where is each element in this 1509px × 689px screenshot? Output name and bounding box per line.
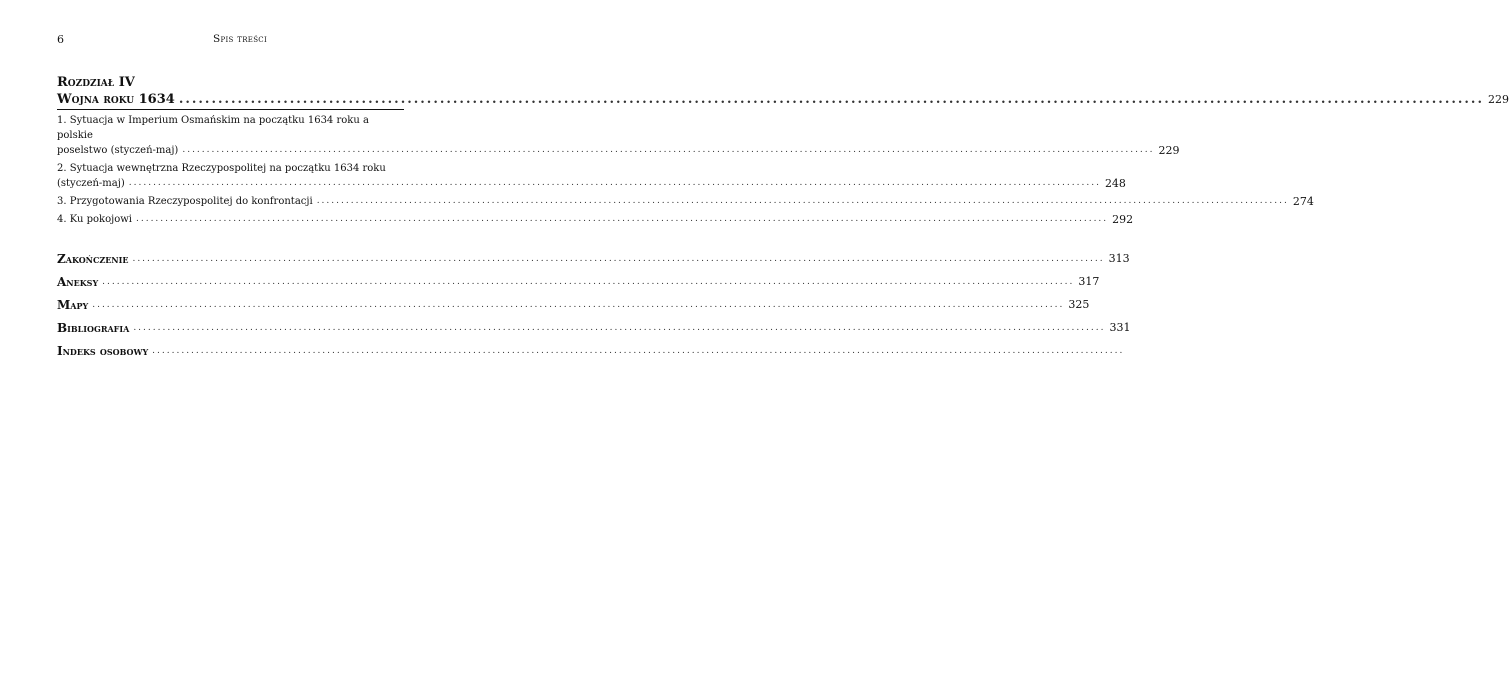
chapter-title: Wojna roku 1634 xyxy=(57,92,175,107)
leader-dots: ........................................................................................................................................................................................................ xyxy=(316,196,1289,206)
page-number: 6 xyxy=(57,33,64,46)
toc-entry-zakonczenie xyxy=(57,251,1130,267)
leader-dots: ........................................................................................................................................................................................................ xyxy=(102,277,1075,287)
toc-section-4 xyxy=(57,212,1134,227)
page-ref: 229 xyxy=(1488,93,1509,106)
page-ref: 317 xyxy=(1078,275,1100,288)
entry-title: Zakończenie xyxy=(57,252,129,266)
page-ref: 229 xyxy=(1158,144,1180,157)
section-title: 3. Przygotowania Rzeczypospolitej do konfrontacji xyxy=(57,196,313,207)
table-of-contents xyxy=(57,74,1509,359)
leader-dots: ........................................................................................................................................................................................................ xyxy=(178,92,1484,107)
leader-dots: ........................................................................................................................................................................................................ xyxy=(182,145,1155,155)
section-title-line2: poselstwo (styczeń-maj) xyxy=(57,145,179,156)
page-ref: 248 xyxy=(1104,177,1126,190)
entry-title: Bibliografia xyxy=(57,321,130,335)
toc-section-1 xyxy=(57,113,1180,158)
chapter-title-entry xyxy=(57,91,1509,110)
entry-title: Mapy xyxy=(57,298,89,312)
page-ref: 325 xyxy=(1068,298,1090,311)
leader-dots: ........................................................................................................................................................................................................ xyxy=(128,178,1101,188)
leader-dots: ........................................................................................................................................................................................................ xyxy=(152,346,1125,356)
section-title: 4. Ku pokojowi xyxy=(57,214,132,225)
page-ref: 292 xyxy=(1112,213,1134,226)
page-ref: 331 xyxy=(1109,321,1131,334)
page-ref: 274 xyxy=(1292,195,1314,208)
toc-entry-aneksy xyxy=(57,274,1100,290)
page-ref: 313 xyxy=(1108,252,1130,265)
running-head: Spis treści xyxy=(212,33,268,45)
leader-dots: ........................................................................................................................................................................................................ xyxy=(132,254,1105,264)
leader-dots: ........................................................................................................................................................................................................ xyxy=(92,300,1065,310)
toc-entry-bibliografia xyxy=(57,320,1131,336)
toc-entry-indeks xyxy=(57,343,1125,359)
entry-title: Indeks osobowy xyxy=(57,344,149,358)
chapter-label: Rozdział IV xyxy=(57,75,135,90)
section-title-line1: 2. Sytuacja wewnętrzna Rzeczypospolitej na początku 1634 roku xyxy=(57,163,386,174)
entry-title: Aneksy xyxy=(57,275,99,289)
leader-dots: ........................................................................................................................................................................................................ xyxy=(133,323,1106,333)
toc-section-2 xyxy=(57,161,1126,191)
section-title-line2: (styczeń-maj) xyxy=(57,178,125,189)
section-title-line1: 1. Sytuacja w Imperium Osmańskim na początku 1634 roku a polskie xyxy=(57,115,369,141)
toc-section-3 xyxy=(57,194,1314,209)
toc-entry-mapy xyxy=(57,297,1090,313)
leader-dots: ........................................................................................................................................................................................................ xyxy=(135,214,1109,224)
